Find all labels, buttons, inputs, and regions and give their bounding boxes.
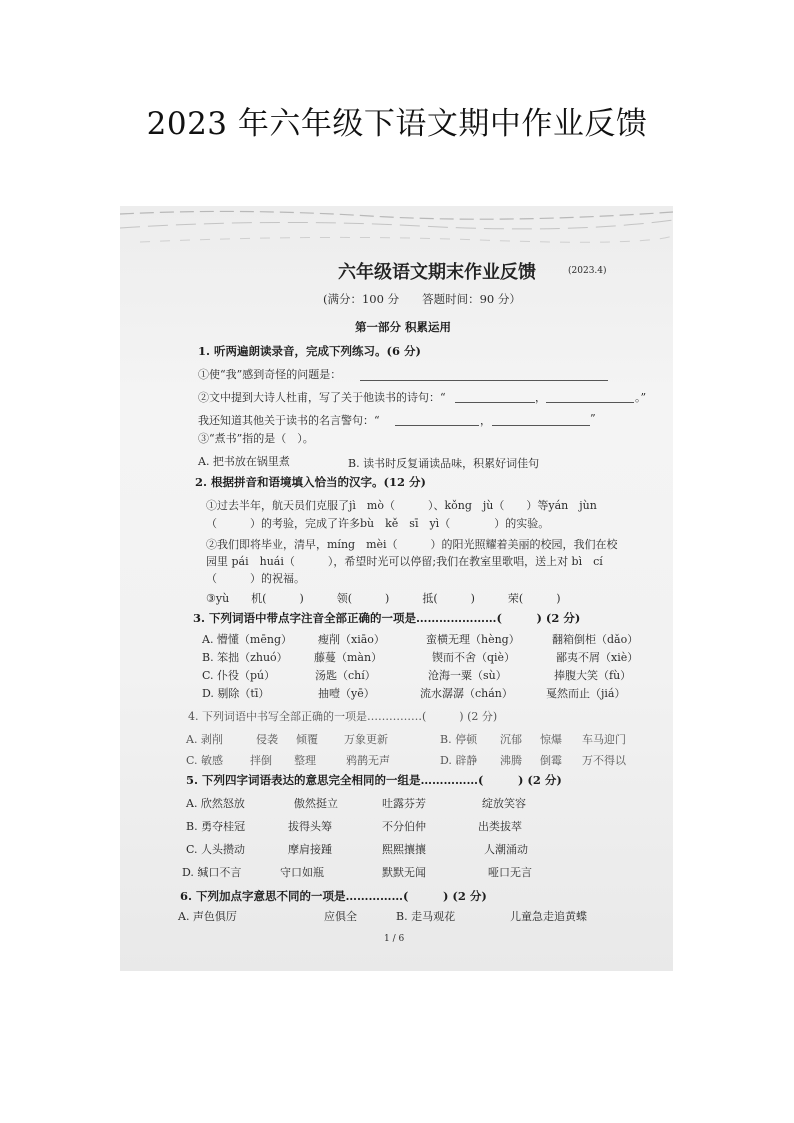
q6-b2: 儿童急走追黄蝶 bbox=[510, 910, 587, 923]
q5-b3: 不分伯仲 bbox=[382, 820, 426, 833]
q4-b4: 车马迎门 bbox=[582, 733, 626, 746]
q1-comma2: ， bbox=[480, 414, 491, 427]
part-heading: 第一部分 积累运用 bbox=[355, 320, 452, 334]
q6-b1: B. 走马观花 bbox=[396, 910, 456, 923]
q1-heading: 1. 听两遍朗读录音，完成下列练习。(6 分) bbox=[198, 344, 421, 358]
q2-line3: ②我们即将毕业，清早，míng mèi（ ）的阳光照耀着美丽的校园，我们在校 bbox=[206, 538, 618, 551]
q4-c1: C. 敏感 bbox=[186, 754, 224, 767]
q4-a3: 倾覆 bbox=[296, 733, 318, 746]
q1-blank5 bbox=[492, 425, 590, 426]
q3-c4: 捧腹大笑（fù） bbox=[554, 669, 632, 682]
q3-a3: 蛮横无理（hèng） bbox=[426, 633, 520, 646]
q4-d2: 沸腾 bbox=[500, 754, 522, 767]
q1-line1: ①使“我”感到奇怪的问题是： bbox=[198, 368, 342, 381]
q5-d2: 守口如瓶 bbox=[280, 866, 324, 879]
q3-c1: C. 仆役（pú） bbox=[202, 669, 276, 682]
q6-a1: A. 声色俱厉 bbox=[178, 910, 237, 923]
q4-d1: D. 辟静 bbox=[440, 754, 478, 767]
q5-a1: A. 欣然怒放 bbox=[186, 797, 245, 810]
q2-line2: （ ）的考验，完成了许多bù kě sī yì（ ）的实验。 bbox=[206, 517, 550, 530]
q4-c2: 拌倒 bbox=[250, 754, 272, 767]
q2-line4: 园里 pái huái（ ），希望时光可以停留;我们在教室里歌唱，送上对 bì cí bbox=[206, 555, 603, 568]
q2-heading: 2. 根据拼音和语境填入恰当的汉字。(12 分) bbox=[195, 475, 426, 489]
q2-line1: ①过去半年，航天员们克服了jì mò（ ）、kǒng jù（ ）等yán jùn bbox=[206, 499, 597, 512]
q1-optionB: B. 读书时反复诵读品味，积累好词佳句 bbox=[348, 457, 540, 470]
q4-heading: 4. 下列词语中书写全部正确的一项是……………( ) (2 分) bbox=[188, 710, 498, 723]
q1-line4: ③“煮书”指的是（ ）。 bbox=[198, 432, 314, 445]
q3-a2: 瘦削（xiāo） bbox=[318, 633, 385, 646]
q5-c4: 人潮涌动 bbox=[484, 843, 528, 856]
worksheet-meta: (满分：100 分 答题时间：90 分） bbox=[323, 292, 521, 306]
q1-blank4 bbox=[395, 425, 479, 426]
q3-d3: 流水潺潺（chán） bbox=[420, 687, 513, 700]
q5-d1: D. 缄口不言 bbox=[182, 866, 242, 879]
q4-b2: 沉郁 bbox=[500, 733, 522, 746]
q5-heading: 5. 下列四字词语表达的意思完全相同的一组是……………( ) (2 分) bbox=[186, 773, 562, 787]
q5-a4: 绽放笑容 bbox=[482, 797, 526, 810]
q5-d4: 哑口无言 bbox=[488, 866, 532, 879]
q1-comma: ， bbox=[535, 391, 546, 404]
q5-a2: 傲然挺立 bbox=[294, 797, 338, 810]
q3-a1: A. 懵懂（mēng） bbox=[202, 633, 293, 646]
q4-a2: 侵袭 bbox=[256, 733, 278, 746]
q1-line2a: ②文中提到大诗人杜甫，写了关于他读书的诗句：“ bbox=[198, 391, 446, 404]
q1-line3a: 我还知道其他关于读书的名言警句：“ bbox=[198, 414, 380, 427]
q4-a1: A. 剥削 bbox=[186, 733, 223, 746]
q4-d4: 万不得以 bbox=[582, 754, 626, 767]
q5-a3: 吐露芬芳 bbox=[382, 797, 426, 810]
q3-a4: 翻箱倒柜（dǎo） bbox=[552, 633, 639, 646]
q1-close2: ” bbox=[590, 412, 596, 425]
q3-b3: 锲而不舍（qiè） bbox=[432, 651, 516, 664]
q3-b2: 藤蔓（màn） bbox=[314, 651, 383, 664]
scanned-worksheet bbox=[120, 206, 673, 971]
q6-a2: 应俱全 bbox=[324, 910, 357, 923]
q3-c2: 汤匙（chí） bbox=[315, 669, 376, 682]
q4-d3: 倒霉 bbox=[540, 754, 562, 767]
q5-c1: C. 人头攒动 bbox=[186, 843, 246, 856]
q1-close: 。” bbox=[635, 391, 647, 404]
worksheet-date: (2023.4) bbox=[568, 266, 607, 276]
q3-d1: D. 剔除（tī） bbox=[202, 687, 270, 700]
q4-b1: B. 停顿 bbox=[440, 733, 478, 746]
q1-optionA: A. 把书放在锅里煮 bbox=[198, 455, 290, 468]
q5-b1: B. 勇夺桂冠 bbox=[186, 820, 246, 833]
page-number: 1 / 6 bbox=[384, 934, 405, 944]
q5-b4: 出类拔萃 bbox=[478, 820, 522, 833]
q4-c3: 整理 bbox=[294, 754, 316, 767]
q5-c2: 摩肩接踵 bbox=[288, 843, 332, 856]
q2-line5: （ ）的祝福。 bbox=[206, 572, 305, 585]
q3-b4: 鄙夷不屑（xiè） bbox=[556, 651, 639, 664]
q3-heading: 3. 下列词语中带点字注音全部正确的一项是…………………( ) (2 分) bbox=[193, 611, 581, 625]
q2-line6: ③yù 机( ) 领( ) 抵( ) 荣( ) bbox=[206, 592, 561, 605]
q1-blank2 bbox=[455, 402, 535, 403]
q3-b1: B. 笨拙（zhuó） bbox=[202, 651, 288, 664]
q4-c4: 鸦鹊无声 bbox=[346, 754, 390, 767]
q4-a4: 万象更新 bbox=[344, 733, 388, 746]
q3-d2: 抽噎（yē） bbox=[318, 687, 375, 700]
q3-c3: 沧海一粟（sù） bbox=[428, 669, 507, 682]
q5-c3: 熙熙攘攘 bbox=[382, 843, 426, 856]
q3-d4: 戛然而止（jiá） bbox=[546, 687, 626, 700]
page-title: 2023 年六年级下语文期中作业反馈 bbox=[146, 106, 648, 142]
q6-heading: 6. 下列加点字意思不同的一项是……………( ) (2 分) bbox=[180, 889, 487, 903]
worksheet-title: 六年级语文期末作业反馈 bbox=[338, 262, 536, 283]
q1-blank1 bbox=[360, 380, 608, 381]
q5-b2: 拔得头筹 bbox=[288, 820, 332, 833]
q5-d3: 默默无闻 bbox=[382, 866, 426, 879]
q1-blank3 bbox=[546, 402, 634, 403]
q4-b3: 惊爆 bbox=[540, 733, 562, 746]
scan-edge-marks bbox=[120, 206, 673, 266]
